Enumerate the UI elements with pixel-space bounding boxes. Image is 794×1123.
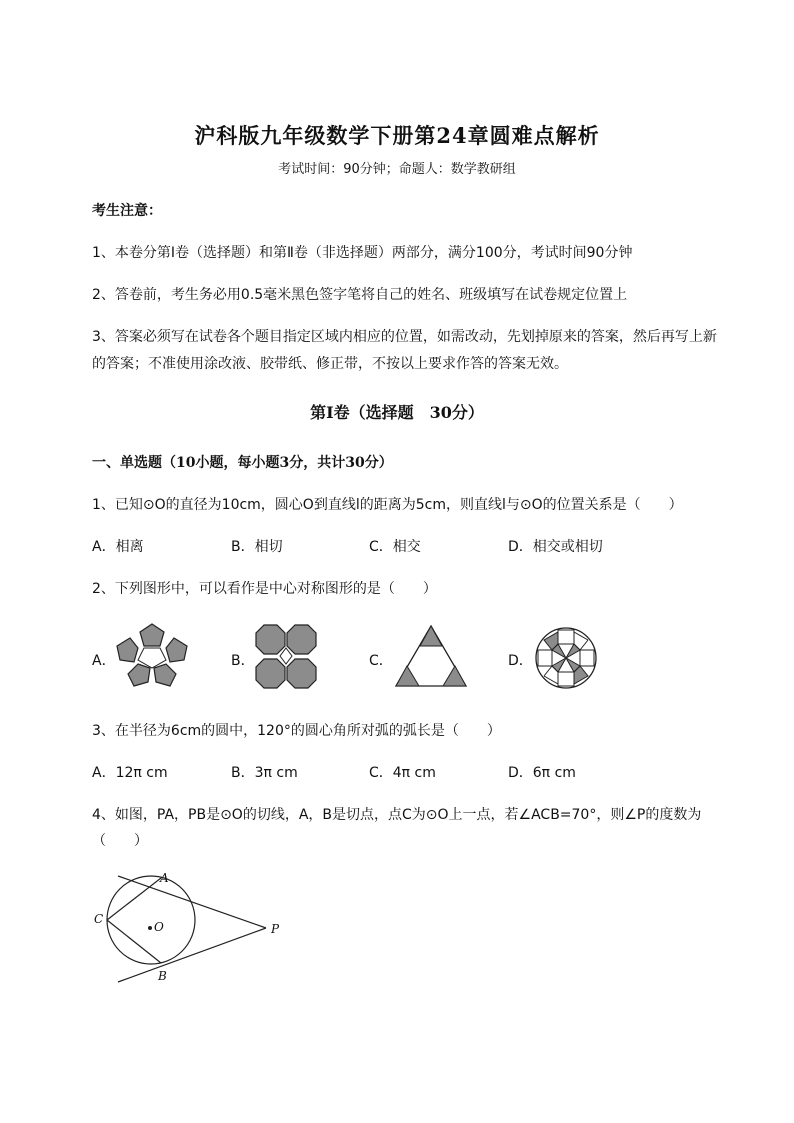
question-1-stem: 1、已知⊙O的直径为10cm，圆心O到直线l的距离为5cm，则直线l与⊙O的位置关系是（ ） [92,497,683,513]
q1-option-b: B．相切 [231,539,283,555]
question-2-stem: 2、下列图形中，可以看作是中心对称图形的是（ ） [92,581,437,597]
q2-figure-a [114,622,190,692]
part-heading: 一、单选题（10小题，每小题3分，共计30分） [92,455,393,471]
question-3-stem: 3、在半径为6cm的圆中，120°的圆心角所对弧的弧长是（ ） [92,723,501,739]
q1-option-c: C．相交 [369,539,421,555]
q3-option-d: D．6π cm [508,765,576,781]
label-b: B [158,969,167,983]
page-title: 沪科版九年级数学下册第24章圆难点解析 [194,123,600,148]
q1-option-d: D．相交或相切 [508,539,603,555]
question-4-stem-cont: （ ） [92,833,148,849]
notice-item-3-cont: 的答案；不准使用涂改液、胶带纸、修正带，不按以上要求作答的答案无效。 [92,356,568,372]
question-4-stem: 4、如图，PA，PB是⊙O的切线，A，B是切点，点C为⊙O上一点，若∠ACB=70°，则∠P的度数为 [92,807,702,823]
label-c: C [94,912,104,926]
q2-option-b: B． [231,653,255,669]
q3-option-b: B．3π cm [231,765,298,781]
q2-option-a: A． [92,653,116,669]
notice-item-2: 2、答卷前，考生务必用0.5毫米黑色签字笔将自己的姓名、班级填写在试卷规定位置上 [92,287,628,303]
q2-figure-d [534,626,598,690]
q2-figure-c [394,624,468,688]
q2-option-c: C． [369,653,393,669]
q2-figure-b [255,624,317,690]
label-a: A [160,871,169,885]
notice-heading: 考生注意： [92,203,162,219]
q3-option-a: A．12π cm [92,765,168,781]
q1-option-a: A．相离 [92,539,144,555]
q3-option-c: C．4π cm [369,765,436,781]
q4-geometry-figure [88,866,298,990]
notice-item-3: 3、答案必须写在试卷各个题目指定区域内相应的位置，如需改动，先划掉原来的答案，然后再写上新 [92,329,717,345]
label-o: O [154,920,164,934]
label-p: P [271,922,280,936]
q2-option-d: D． [508,653,533,669]
section-title: 第I卷（选择题 30分） [310,403,484,422]
notice-item-1: 1、本卷分第I卷（选择题）和第Ⅱ卷（非选择题）两部分，满分100分，考试时间90分钟 [92,245,633,261]
exam-info: 考试时间：90分钟；命题人：数学教研组 [278,162,516,177]
